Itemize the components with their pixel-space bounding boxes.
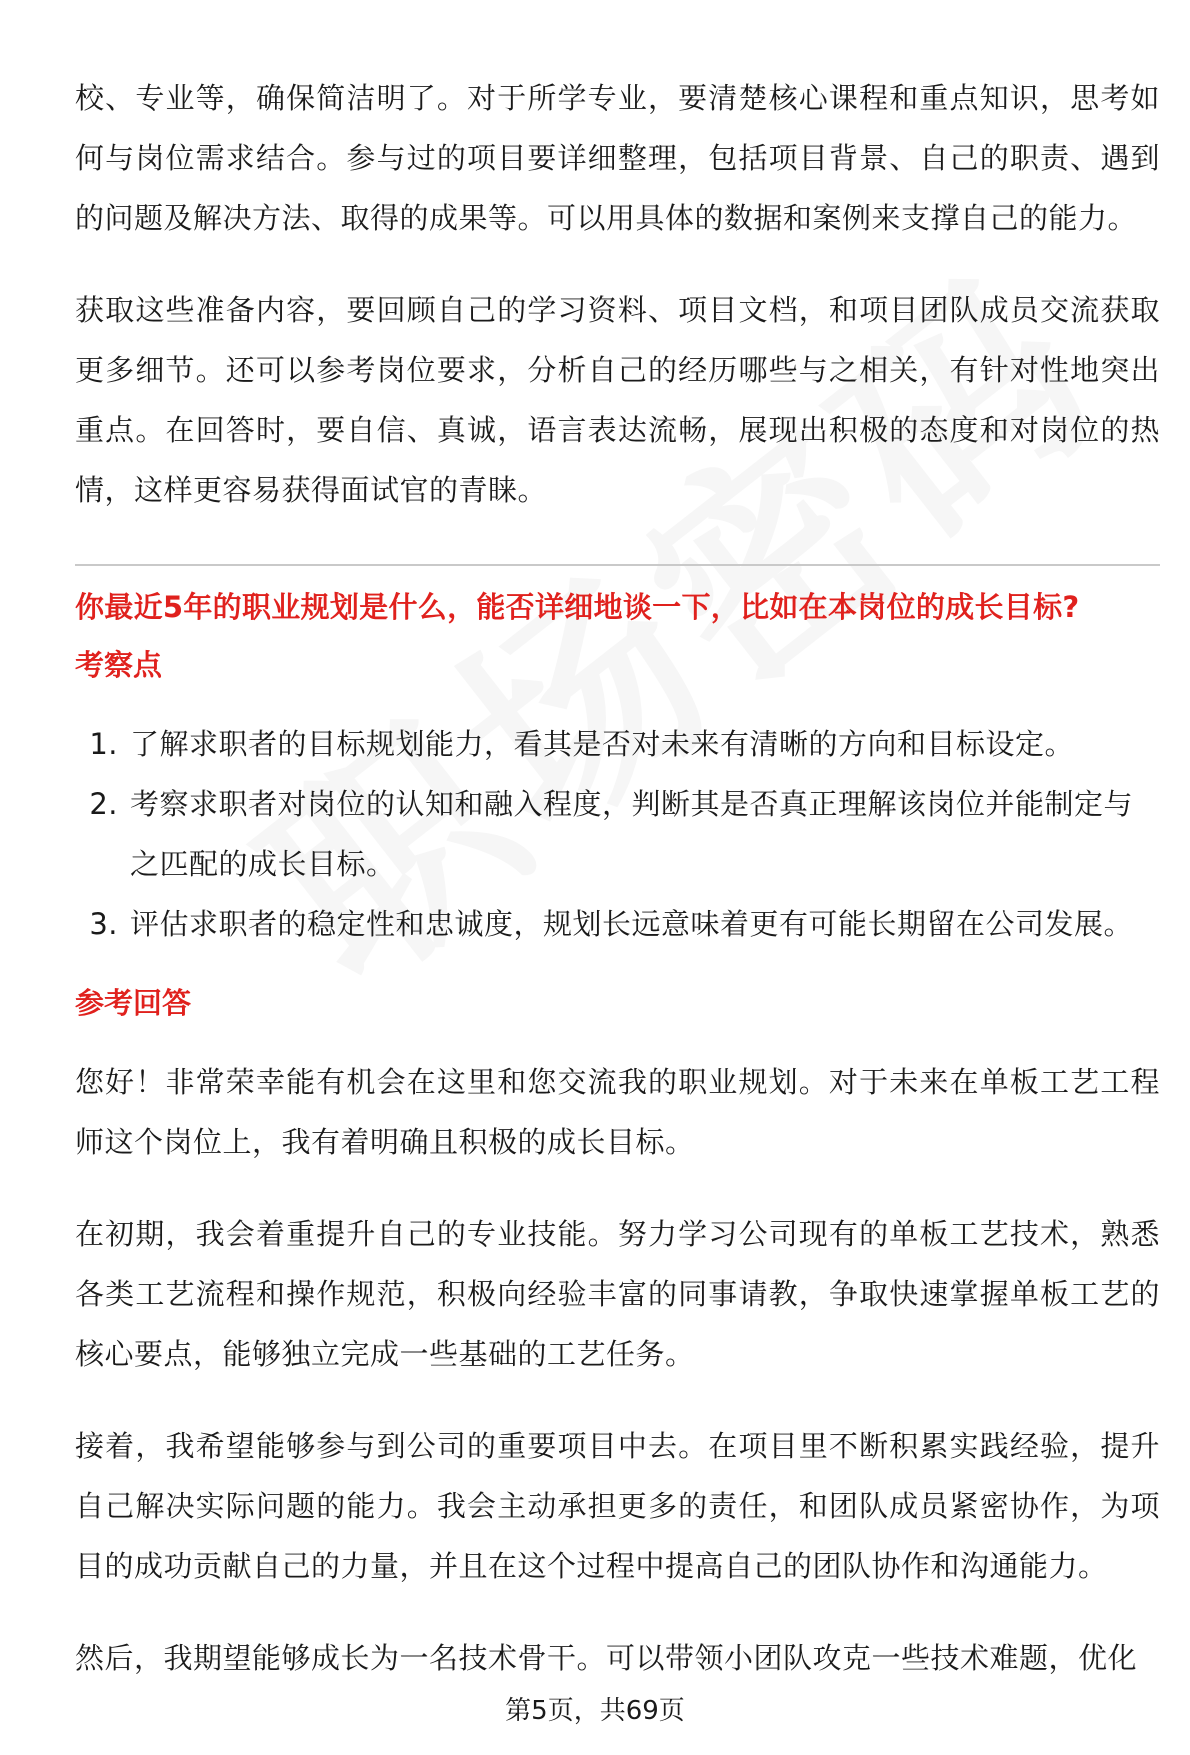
section-divider: [75, 564, 1160, 566]
intro-paragraph-1: 校、专业等，确保简洁明了。对于所学专业，要清楚核心课程和重点知识，思考如何与岗位需求结合。参与过的项目要详细整理，包括项目背景、自己的职责、遇到的问题及解决方法、取得的成果等。可以用具体的数据和案例来支撑自己的能力。: [75, 81, 1160, 235]
list-text: 了解求职者的目标规划能力，看其是否对未来有清晰的方向和目标设定。: [130, 727, 1075, 761]
list-item: [75, 774, 1160, 894]
page-number-footer: 第5页，共69页: [505, 1696, 685, 1726]
list-number: 1.: [89, 727, 118, 761]
reference-heading: 参考回答: [75, 986, 192, 1020]
page-content: [75, 68, 1160, 1688]
reference-paragraph-4: 然后，我期望能够成长为一名技术骨干。可以带领小团队攻克一些技术难题，优化: [75, 1641, 1138, 1675]
examination-heading: 考察点: [75, 648, 163, 682]
reference-paragraph-2: 在初期，我会着重提升自己的专业技能。努力学习公司现有的单板工艺技术，熟悉各类工艺流程和操作规范，积极向经验丰富的同事请教，争取快速掌握单板工艺的核心要点，能够独立完成一些基础的工艺任务。: [75, 1217, 1160, 1371]
list-number: 2.: [89, 787, 118, 821]
examination-points: [75, 714, 1160, 954]
list-item: [75, 894, 1160, 954]
list-item: [75, 714, 1160, 774]
list-number: 3.: [89, 907, 118, 941]
question-title: 你最近5年的职业规划是什么，能否详细地谈一下，比如在本岗位的成长目标?: [75, 590, 1080, 624]
reference-paragraph-1: 您好！非常荣幸能有机会在这里和您交流我的职业规划。对于未来在单板工艺工程师这个岗位上，我有着明确且积极的成长目标。: [75, 1065, 1160, 1159]
reference-paragraph-3: 接着，我希望能够参与到公司的重要项目中去。在项目里不断积累实践经验，提升自己解决实际问题的能力。我会主动承担更多的责任，和团队成员紧密协作，为项目的成功贡献自己的力量，并且在这个过程中提高自己的团队协作和沟通能力。: [75, 1429, 1160, 1583]
list-text: 评估求职者的稳定性和忠诚度，规划长远意味着更有可能长期留在公司发展。: [130, 907, 1134, 941]
intro-paragraph-2: 获取这些准备内容，要回顾自己的学习资料、项目文档，和项目团队成员交流获取更多细节。还可以参考岗位要求，分析自己的经历哪些与之相关，有针对性地突出重点。在回答时，要自信、真诚，语言表达流畅，展现出积极的态度和对岗位的热情，这样更容易获得面试官的青睐。: [75, 293, 1160, 507]
list-text: 考察求职者对岗位的认知和融入程度，判断其是否真正理解该岗位并能制定与之匹配的成长目标。: [130, 787, 1134, 881]
